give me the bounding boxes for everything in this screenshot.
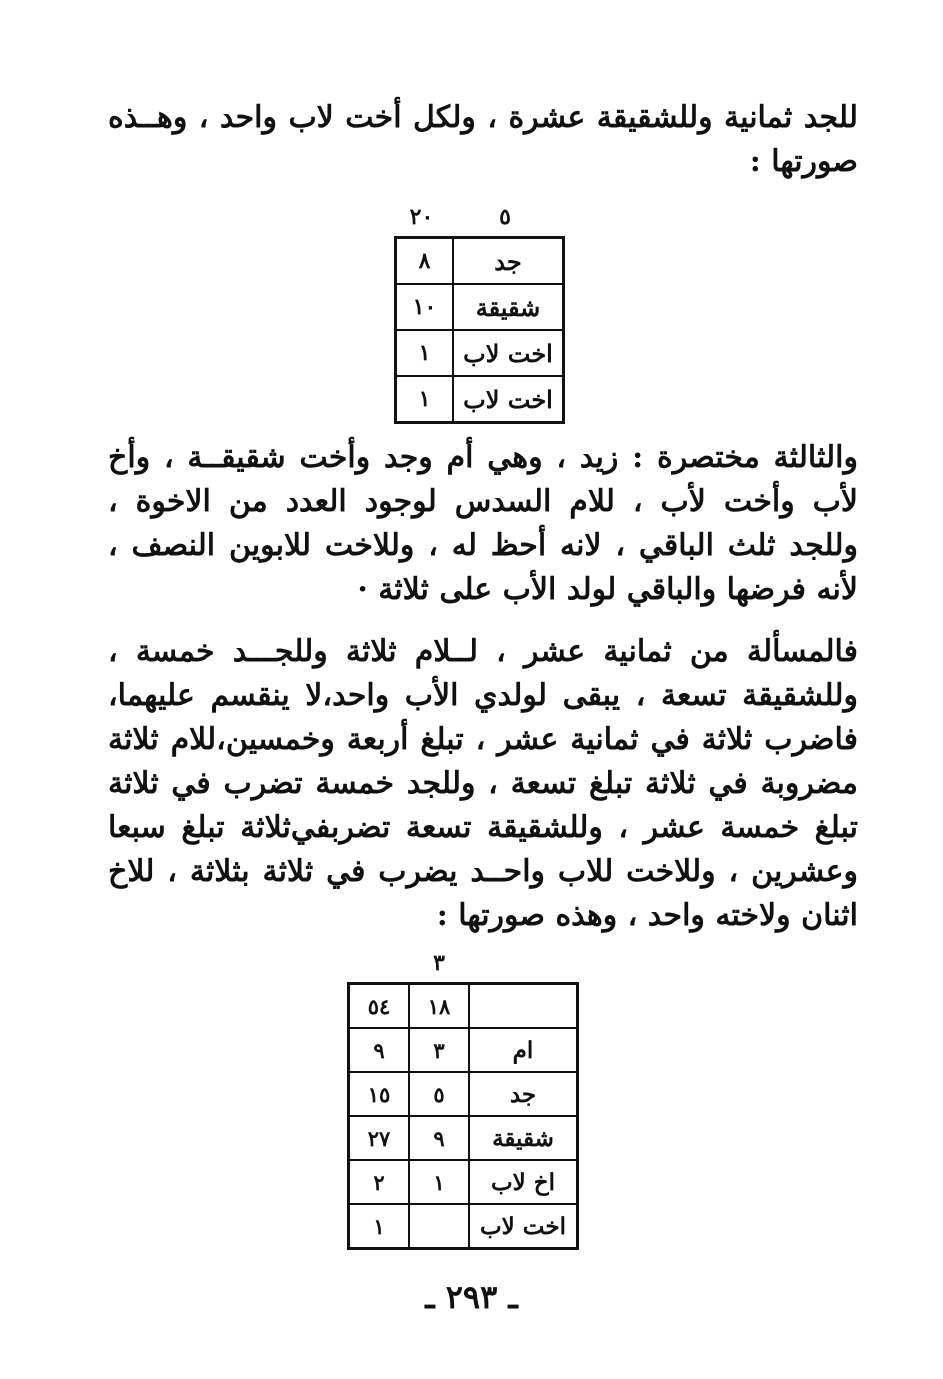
table-1-value: ١ xyxy=(396,330,454,376)
table-2-total: ٢ xyxy=(349,1160,410,1204)
table-2-heir: شقيقة xyxy=(469,1116,578,1160)
table-2-header xyxy=(347,946,579,982)
table-2-total: ٢٧ xyxy=(349,1116,410,1160)
table-row xyxy=(349,1160,578,1204)
table-1-heir: جد xyxy=(453,238,564,285)
table-row xyxy=(396,376,564,423)
table-2-share: ١ xyxy=(409,1160,469,1204)
table-1-header xyxy=(394,200,565,236)
table-1-head-left: ٢٠ xyxy=(409,204,434,230)
table-row xyxy=(349,1204,578,1249)
table-1-block xyxy=(394,200,565,424)
table-1-value: ١ xyxy=(396,376,454,423)
table-2-head-middle: ٣ xyxy=(433,950,445,976)
table-1-heir: شقيقة xyxy=(453,284,564,330)
paragraph-1: للجد ثمانية وللشقيقة عشرة ، ولكل أخت لاب واحد ، وهــذه صورتها : xyxy=(108,100,858,179)
table-row xyxy=(396,238,564,285)
table-1-heir: اخت لاب xyxy=(453,330,564,376)
table-1-value: ١٠ xyxy=(396,284,454,330)
table-row xyxy=(349,984,578,1029)
table-2-block xyxy=(347,946,579,1250)
table-row xyxy=(396,284,564,330)
table-2 xyxy=(347,982,579,1250)
table-2-share: ٩ xyxy=(409,1116,469,1160)
table-2-share: ١٨ xyxy=(409,984,469,1029)
table-1-head-right: ٥ xyxy=(499,204,511,230)
paragraph-3: فالمسألة من ثمانية عشر ، لــلام ثلاثة وللجـــد خمسة ، وللشقيقة تسعة ، يبقى لولدي الأب واحد،لا ينقسم عليهما، فاضرب ثلاثة في ثمانية عشر ، تبلغ أربعة وخمسين،للام ثلاثة مضروبة في ثلاثة تبلغ تسعة ، وللجد خمسة تضرب في ثلاثة تبلغ خمسة عشر ، وللشقيقة تسعة تضربفي‌ثلاثة تبلغ سبعا وعشرين ، وللاخت للاب واحــد يضرب في ثلاثة بثلاثة ، للاخ اثنان ولاخته واحد ، وهذه صورتها : xyxy=(108,634,858,933)
table-2-heir: ام xyxy=(469,1028,578,1072)
paragraph-2: والثالثة مختصرة : زيد ، وهي أم وجد وأخت شقيقــة ، وأخ لأب وأخت لأب ، للام السدس لوجود العدد من الاخوة ، وللجد ثلث الباقي ، لانه أحظ له ، وللاخت للابوين النصف ، لأنه فرضها والباقي لولد الأب على ثلاثة · xyxy=(108,440,858,607)
table-2-total: ١٥ xyxy=(349,1072,410,1116)
table-2-heir: جد xyxy=(469,1072,578,1116)
table-row xyxy=(349,1072,578,1116)
table-2-heir: اخت لاب xyxy=(469,1204,578,1249)
table-2-share xyxy=(409,1204,469,1249)
table-2-heir: اخ لاب xyxy=(469,1160,578,1204)
table-row xyxy=(396,330,564,376)
page-number: ـ ٢٩٣ ـ xyxy=(425,1278,518,1316)
table-1-heir: اخت لاب xyxy=(453,376,564,423)
table-2-share: ٥ xyxy=(409,1072,469,1116)
table-1-value: ٨ xyxy=(396,238,454,285)
table-2-heir xyxy=(469,984,578,1029)
table-2-total: ٥٤ xyxy=(349,984,410,1029)
table-2-total: ٩ xyxy=(349,1028,410,1072)
table-1 xyxy=(394,236,565,424)
table-row xyxy=(349,1116,578,1160)
table-2-share: ٣ xyxy=(409,1028,469,1072)
table-2-total: ١ xyxy=(349,1204,410,1249)
table-row xyxy=(349,1028,578,1072)
